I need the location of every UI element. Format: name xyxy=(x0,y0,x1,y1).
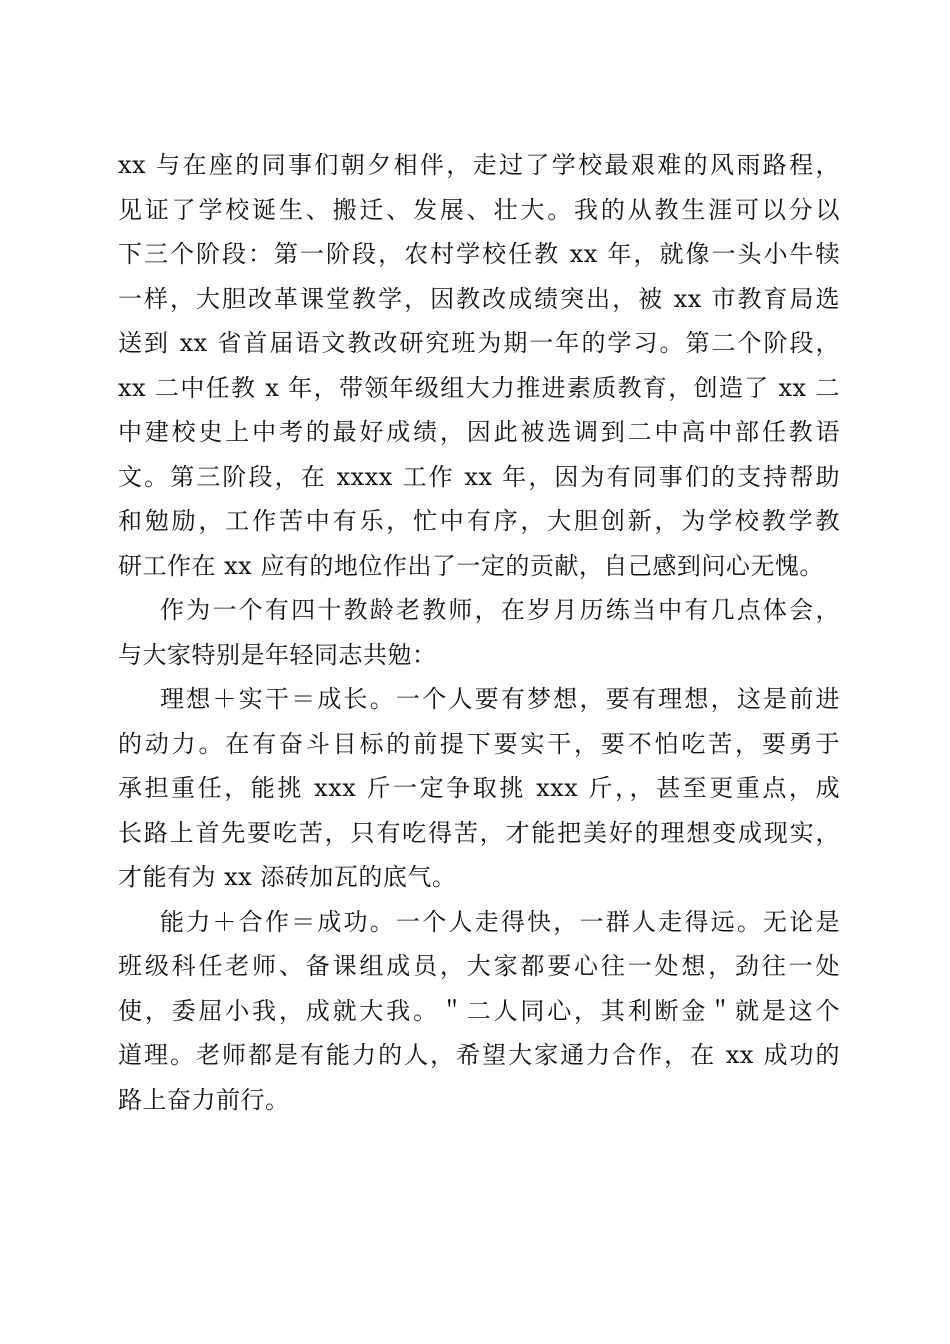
text-line: 理想＋实干＝成长。一个人要有梦想，要有理想，这是前进 xyxy=(160,685,840,713)
text-line: 送到 xx 省首届语文教改研究班为期一年的学习。第二个阶段， xyxy=(118,329,840,357)
text-line: 研工作在 xx 应有的地位作出了一定的贡献，自己感到问心无愧。 xyxy=(118,551,824,580)
text-line: 见证了学校诞生、搬迁、发展、壮大。我的从教生涯可以分以 xyxy=(118,195,840,224)
text-line: 与大家特别是年轻同志共勉： xyxy=(118,640,437,669)
paragraph-experience xyxy=(118,588,840,677)
text-line: 和勉励，工作苦中有乐，忙中有序，大胆创新，为学校教学教 xyxy=(118,507,840,535)
paragraph-success xyxy=(118,900,840,1123)
text-line: 文。第三阶段，在 xxxx 工作 xx 年，因为有同事们的支持帮助 xyxy=(118,462,840,491)
text-line: xx 二中任教 x 年，带领年级组大力推进素质教育，创造了 xx 二 xyxy=(118,373,840,402)
text-line: 的动力。在有奋斗目标的前提下要实干，要不怕吃苦，要勇于 xyxy=(118,729,840,758)
text-line: 道理。老师都是有能力的人，希望大家通力合作，在 xx 成功的 xyxy=(118,1041,840,1069)
text-line: 一样，大胆改革课堂教学，因教改成绩突出，被 xx 市教育局选 xyxy=(118,284,840,313)
text-line: 班级科任老师、备课组成员，大家都要心往一处想，劲往一处 xyxy=(118,952,840,980)
text-line: 路上奋力前行。 xyxy=(118,1085,290,1114)
text-line: xx 与在座的同事们朝夕相伴，走过了学校最艰难的风雨路程， xyxy=(118,151,840,179)
document-body xyxy=(118,143,840,1122)
text-line: 能力＋合作＝成功。一个人走得快，一群人走得远。无论是 xyxy=(160,907,840,936)
text-line: 下三个阶段：第一阶段，农村学校任教 xx 年，就像一头小牛犊 xyxy=(118,240,840,268)
text-line: 中建校史上中考的最好成绩，因此被选调到二中高中部任教语 xyxy=(118,418,840,446)
paragraph-growth xyxy=(118,677,840,900)
text-line: 承担重任，能挑 xxx 斤一定争取挑 xxx 斤，，甚至更重点，成 xyxy=(118,774,840,802)
paragraph-career xyxy=(118,143,840,588)
text-line: 才能有为 xx 添砖加瓦的底气。 xyxy=(118,863,457,891)
text-line: 长路上首先要吃苦，只有吃得苦，才能把美好的理想变成现实， xyxy=(118,818,840,847)
text-line: 作为一个有四十教龄老教师，在岁月历练当中有几点体会， xyxy=(160,596,840,624)
text-line: 使，委屈小我，成就大我。＂二人同心，其利断金＂就是这个 xyxy=(118,996,840,1025)
